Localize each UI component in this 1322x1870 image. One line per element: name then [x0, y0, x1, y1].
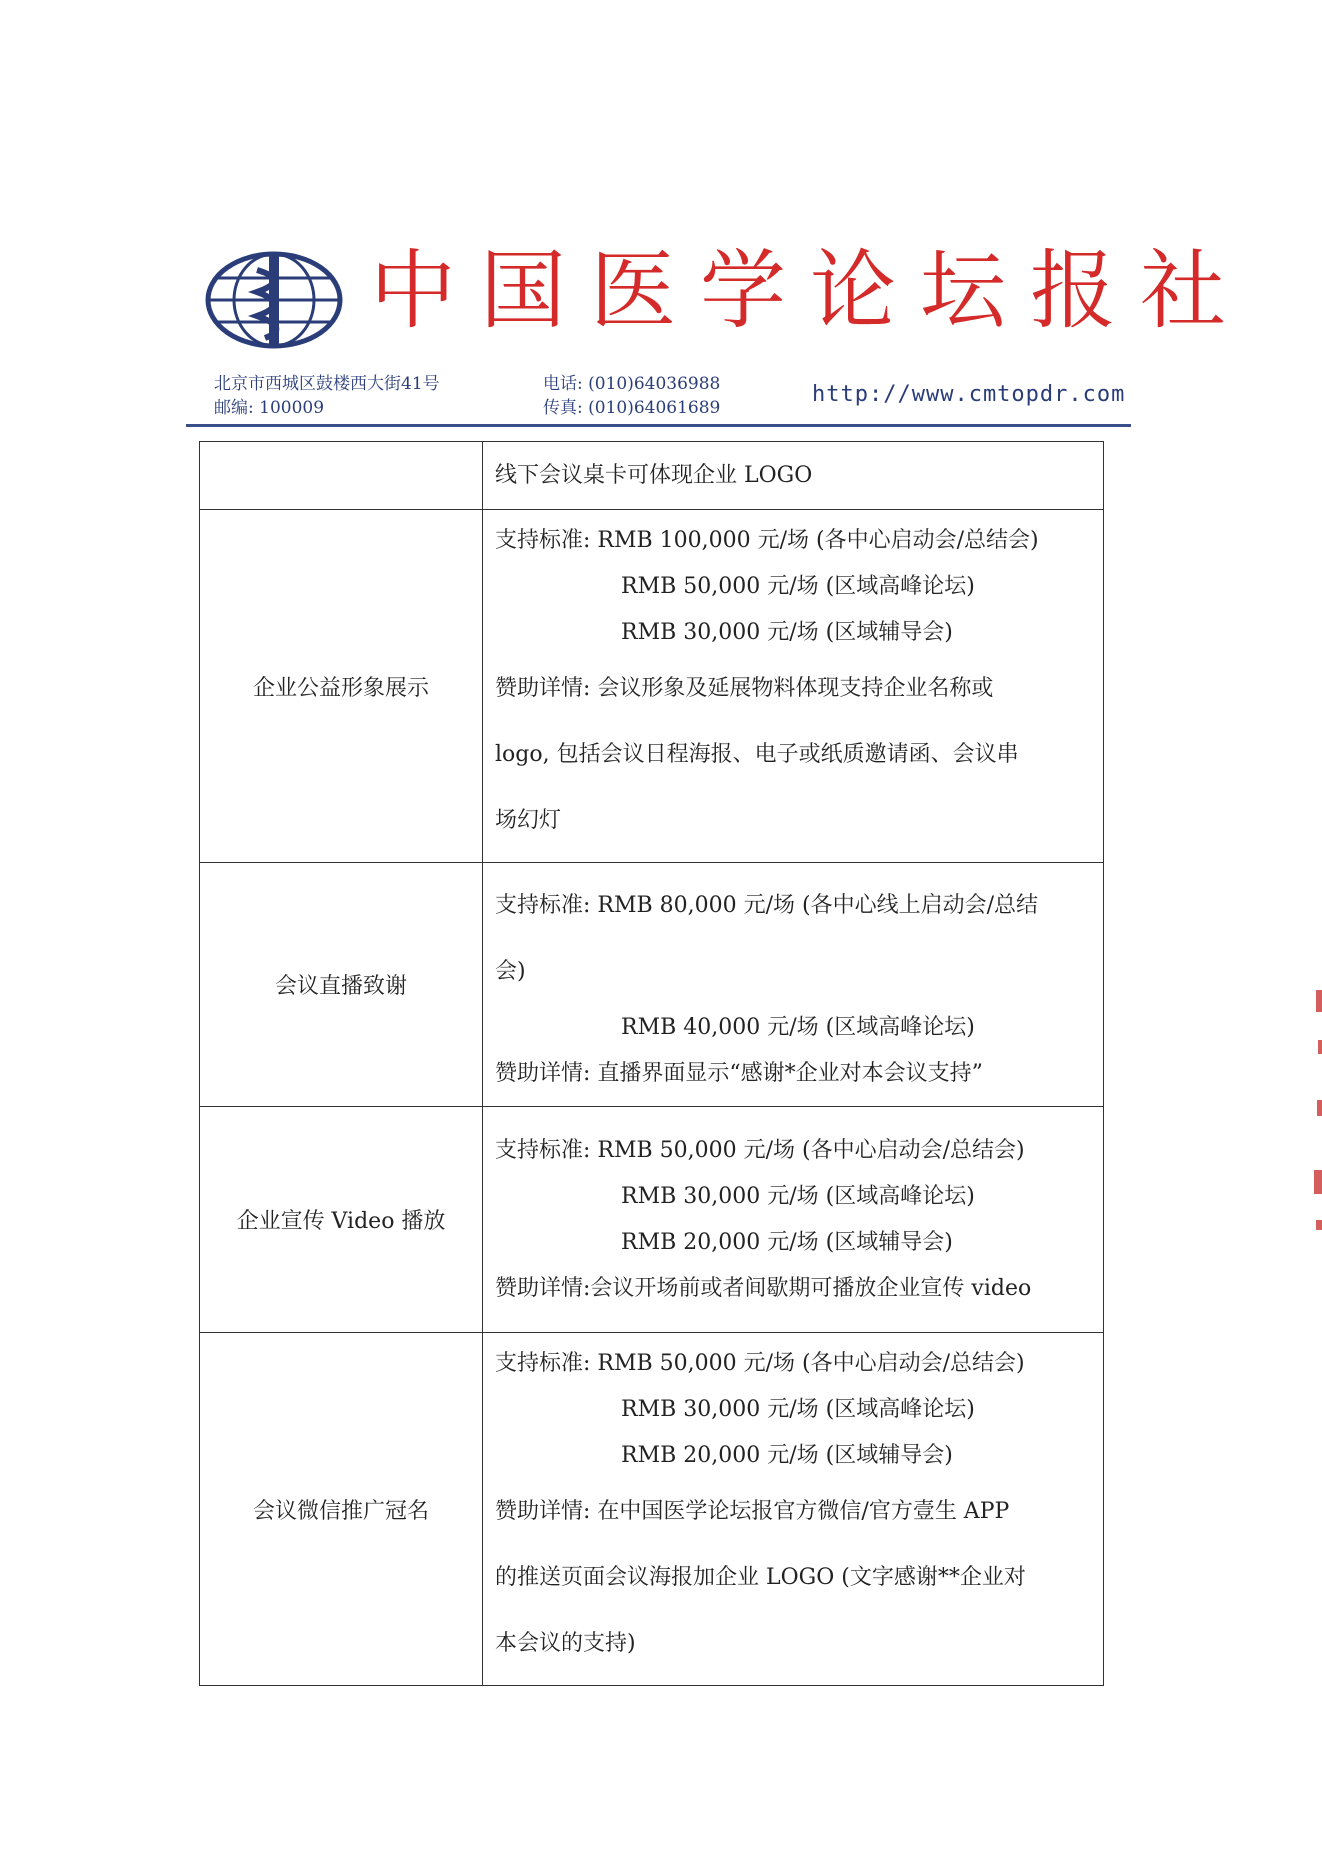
phone: 电话: (010)64036988 [543, 374, 721, 394]
row-label [200, 442, 483, 510]
detail-line: 的推送页面会议海报加企业 LOGO (文字感谢**企业对 [495, 1565, 1026, 1590]
table-row [200, 863, 1104, 1107]
row-content [483, 1333, 1104, 1686]
table-row [200, 442, 1104, 510]
detail-line: 赞助详情: 会议形象及延展物料体现支持企业名称或 [495, 676, 994, 701]
table-row [200, 510, 1104, 863]
standard-line: RMB 20,000 元/场 (区域辅导会) [621, 1443, 953, 1468]
detail-line: logo, 包括会议日程海报、电子或纸质邀请函、会议串 [495, 742, 1019, 767]
row-label: 企业宣传 Video 播放 [200, 1107, 483, 1333]
standard-line: RMB 30,000 元/场 (区域辅导会) [621, 620, 953, 645]
address-block [214, 372, 440, 420]
standard-line: RMB 30,000 元/场 (区域高峰论坛) [621, 1183, 975, 1209]
standard-line: 支持标准: RMB 50,000 元/场 (各中心启动会/总结会) [495, 1351, 1025, 1376]
standard-line: RMB 50,000 元/场 (区域高峰论坛) [621, 574, 975, 599]
phone-block [543, 372, 720, 420]
content-line: 线下会议桌卡可体现企业 LOGO [495, 462, 813, 488]
address: 北京市西城区鼓楼西大街41号 [214, 374, 440, 394]
standard-line: 会) [495, 958, 526, 984]
seal-fragment [1318, 1040, 1322, 1054]
seal-fragment [1314, 1170, 1322, 1194]
detail-line: 场幻灯 [495, 808, 562, 833]
row-label: 企业公益形象展示 [200, 510, 483, 863]
row-content [483, 442, 1104, 510]
detail-line: 赞助详情: 直播界面显示“感谢*企业对本会议支持” [495, 1060, 983, 1086]
globe-caduceus-icon [205, 250, 343, 350]
row-content [483, 863, 1104, 1107]
website-url: http://www.cmtopdr.com [812, 382, 1126, 407]
detail-line: 本会议的支持) [495, 1631, 636, 1656]
seal-fragment [1316, 990, 1322, 1012]
sponsorship-table [199, 441, 1104, 1686]
row-content [483, 510, 1104, 863]
standard-line: RMB 40,000 元/场 (区域高峰论坛) [621, 1014, 975, 1040]
fax: 传真: (010)64061689 [543, 398, 721, 418]
detail-line: 赞助详情: 在中国医学论坛报官方微信/官方壹生 APP [495, 1499, 1010, 1524]
postcode: 邮编: 100009 [214, 398, 325, 418]
row-label: 会议微信推广冠名 [200, 1333, 483, 1686]
standard-line: RMB 30,000 元/场 (区域高峰论坛) [621, 1397, 975, 1422]
row-label: 会议直播致谢 [200, 863, 483, 1107]
standard-line: 支持标准: RMB 80,000 元/场 (各中心线上启动会/总结 [495, 892, 1039, 918]
seal-fragment [1316, 1220, 1322, 1230]
standard-line: 支持标准: RMB 50,000 元/场 (各中心启动会/总结会) [495, 1137, 1025, 1163]
letterhead [205, 236, 1250, 346]
row-content [483, 1107, 1104, 1333]
standard-line: 支持标准: RMB 100,000 元/场 (各中心启动会/总结会) [495, 528, 1039, 553]
header-divider [186, 424, 1131, 427]
org-name: 中国医学论坛报社 [370, 241, 1250, 341]
standard-line: RMB 20,000 元/场 (区域辅导会) [621, 1229, 953, 1255]
table-row [200, 1107, 1104, 1333]
table-row [200, 1333, 1104, 1686]
seal-fragment [1317, 1100, 1322, 1116]
detail-line: 赞助详情:会议开场前或者间歇期可播放企业宣传 video [495, 1275, 1032, 1301]
